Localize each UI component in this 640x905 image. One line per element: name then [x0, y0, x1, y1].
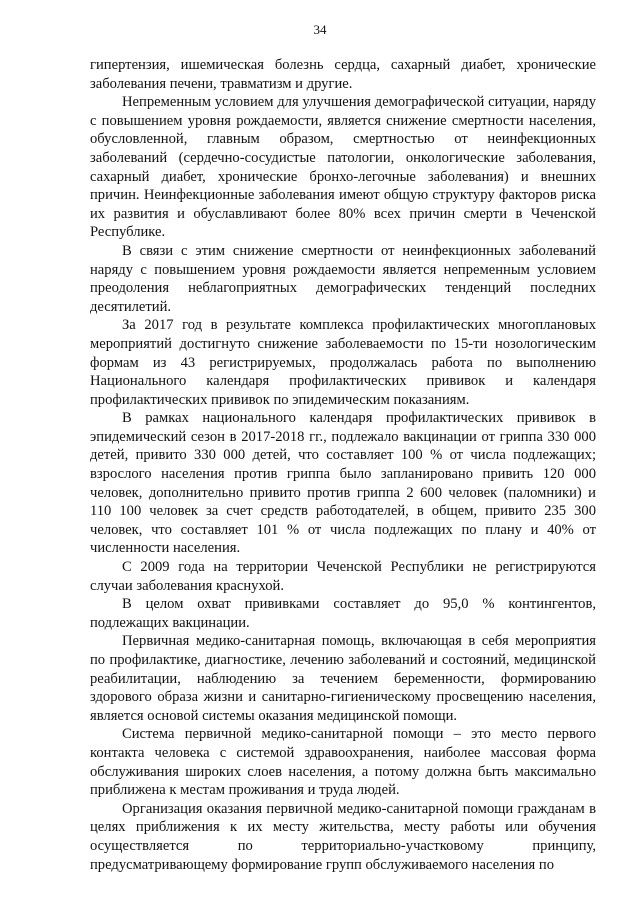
paragraph-primary-care: Первичная медико-санитарная помощь, включающая в себя мероприятия по профилактике, диагностике, лечению заболеваний и состояний, медицинской реабилитации, наблюдению за течением беременности, формированию здорового образа жизни и санитарно-гигиеническому просвещению населения, является основой системы оказания медицинской помощи.	[90, 633, 596, 724]
paragraph-continued: гипертензия, ишемическая болезнь сердца, сахарный диабет, хронические заболевания печени, травматизм и другие.	[90, 57, 596, 92]
paragraph-primary-care-system: Система первичной медико-санитарной помощи – это место первого контакта человека с системой здравоохранения, наиболее массовая форма обслуживания широких слоев населения, а потому должна быть максимально приближена к местам проживания и труда людей.	[90, 726, 596, 799]
paragraph-demographic-conditions: Непременным условием для улучшения демографической ситуации, наряду с повышением уровня рождаемости, является снижение смертности населения, обусловленной, главным образом, смертностью от неинфекционных заболеваний (сердечно-сосудистые патологии, онкологические заболевания, сахарный диабет, хронические бронхо-легочные заболевания) и внешних причин. Неинфекционные заболевания имеют общую структуру факторов риска их развития и обуславливают более 80% всех причин смерти в Чеченской Республике.	[90, 94, 596, 241]
paragraph-primary-care-organization: Организация оказания первичной медико-санитарной помощи гражданам в целях приближения к их месту жительства, месту работы или обучения осуществляется по территориально-участковому принципу, предусматривающему формирование групп обслуживаемого населения по	[90, 800, 596, 873]
paragraph-2017-results: За 2017 год в результате комплекса профилактических многоплановых мероприятий достигнуто снижение заболеваемости по 15-ти нозологическим формам из 43 регистрируемых, продолжалась работа по выполнению Национального календаря профилактических прививок и календаря профилактических прививок по эпидемическим показаниям.	[90, 317, 596, 408]
paragraph-rubella: С 2009 года на территории Чеченской Республики не регистрируются случаи заболевания краснухой.	[90, 559, 596, 594]
page-number: 34	[313, 22, 327, 37]
paragraph-flu-vaccination: В рамках национального календаря профилактических прививок в эпидемический сезон в 2017-2018 гг., подлежало вакцинации от гриппа 330 000 детей, привито 330 000 детей, что составляет 100 % от числа подлежащих; взрослого населения против гриппа было запланировано привить 120 000 человек, дополнительно привито против гриппа 2 600 человек (паломники) и 110 100 человек за счет средств работодателей, в общем, привито 235 300 человек, что составляет 101 % от числа подлежащих по плану и 40% от численности населения.	[90, 410, 596, 557]
document-body	[90, 56, 596, 874]
paragraph-vaccination-coverage: В целом охват прививками составляет до 95,0 % контингентов, подлежащих вакцинации.	[90, 596, 596, 631]
paragraph-mortality-reduction: В связи с этим снижение смертности от неинфекционных заболеваний наряду с повышением уровня рождаемости является непременным условием преодоления неблагоприятных демографических тенденций последних десятилетий.	[90, 242, 596, 315]
